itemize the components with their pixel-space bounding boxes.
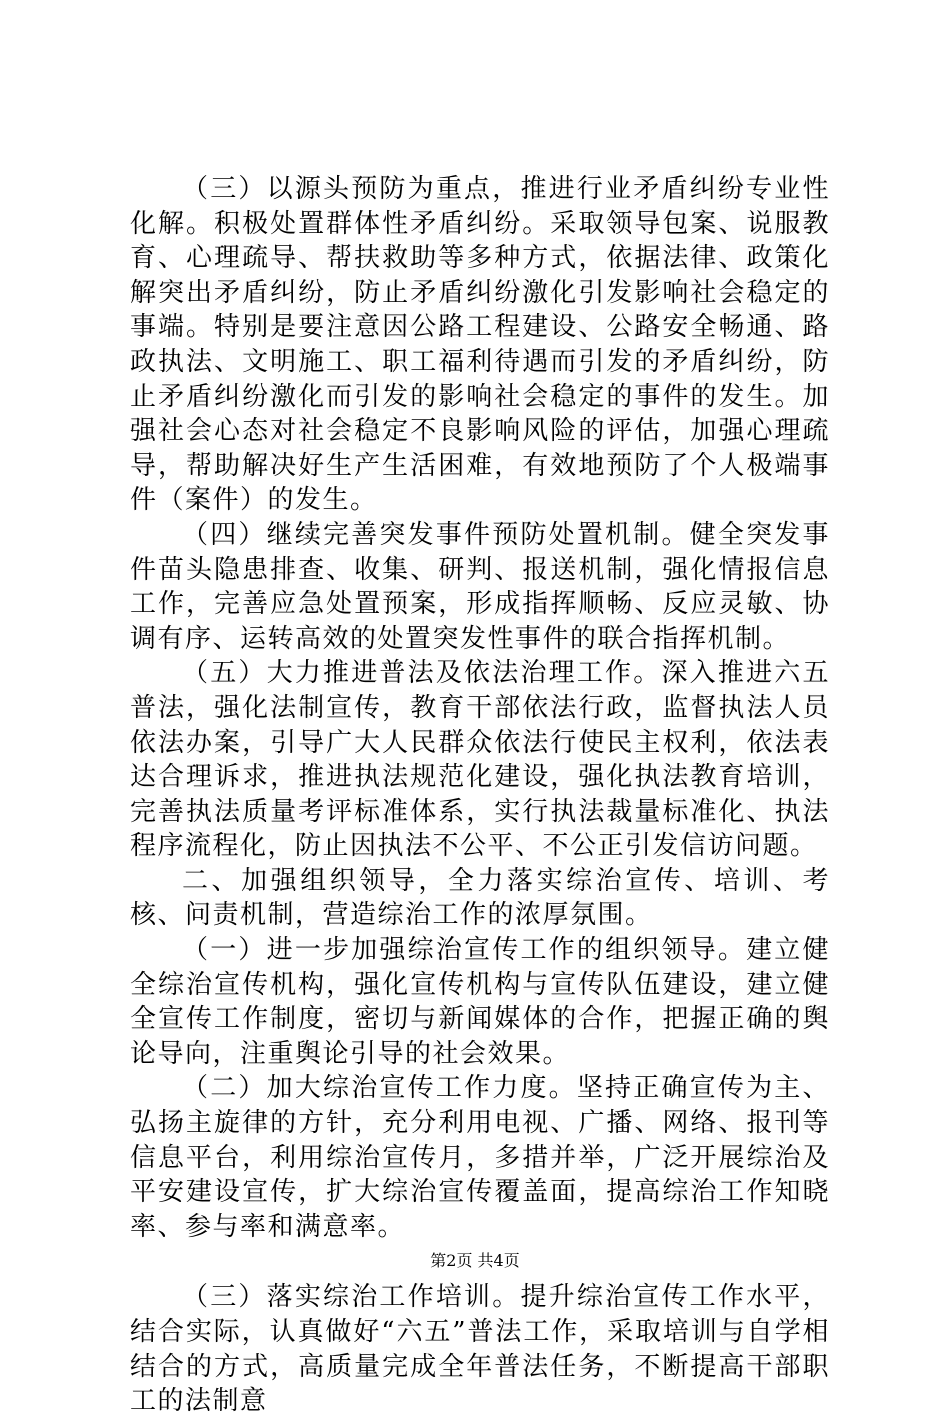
paragraph-legal-education: （五）大力推进普法及依法治理工作。深入推进六五普法，强化法制宣传，教育干部依法行政，监督执法人员依法办案，引导广大人民群众依法行使民主权利，依法表达合理诉求，推进执法规范化建设，强化执法教育培训，完善执法质量考评标准体系，实行执法裁量标准化、执法程序流程化，防止因执法不公平、不公正引发信访问题。 [130, 658, 830, 862]
document-body [130, 172, 830, 1419]
section-heading-organization: 二、加强组织领导，全力落实综治宣传、培训、考核、问责机制，营造综治工作的浓厚氛围。 [130, 865, 830, 931]
paragraph-prevention-disputes: （三）以源头预防为重点，推进行业矛盾纠纷专业性化解。积极处置群体性矛盾纠纷。采取领导包案、说服教育、心理疏导、帮扶救助等多种方式，依据法律、政策化解突出矛盾纠纷，防止矛盾纠纷激化引发影响社会稳定的事端。特别是要注意因公路工程建设、公路安全畅通、路政执法、文明施工、职工福利待遇而引发的矛盾纠纷，防止矛盾纠纷激化而引发的影响社会稳定的事件的发生。加强社会心态对社会稳定不良影响风险的评估，加强心理疏导，帮助解决好生产生活困难，有效地预防了个人极端事件（案件）的发生。 [130, 174, 830, 516]
page-number-footer: 第2页 共4页 [430, 1251, 520, 1270]
paragraph-emergency-mechanism: （四）继续完善突发事件预防处置机制。健全突发事件苗头隐患排查、收集、研判、报送机制，强化情报信息工作，完善应急处置预案，形成指挥顺畅、反应灵敏、协调有序、运转高效的处置突发性事件的联合指挥机制。 [130, 519, 830, 654]
paragraph-publicity-leadership: （一）进一步加强综治宣传工作的组织领导。建立健全综治宣传机构，强化宣传机构与宣传队伍建设，建立健全宣传工作制度，密切与新闻媒体的合作，把握正确的舆论导向，注重舆论引导的社会效果。 [130, 935, 830, 1069]
paragraph-publicity-effort: （二）加大综治宣传工作力度。坚持正确宣传为主、弘扬主旋律的方针，充分利用电视、广播、网络、报刊等信息平台，利用综治宣传月，多措并举，广泛开展综治及平安建设宣传，扩大综治宣传覆盖面，提高综治工作知晓率、参与率和满意率。 [130, 1073, 830, 1242]
paragraph-training: （三）落实综治工作培训。提升综治宣传工作水平，结合实际，认真做好“六五”普法工作，采取培训与自学相结合的方式，高质量完成全年普法任务，不断提高干部职工的法制意 [130, 1282, 830, 1417]
